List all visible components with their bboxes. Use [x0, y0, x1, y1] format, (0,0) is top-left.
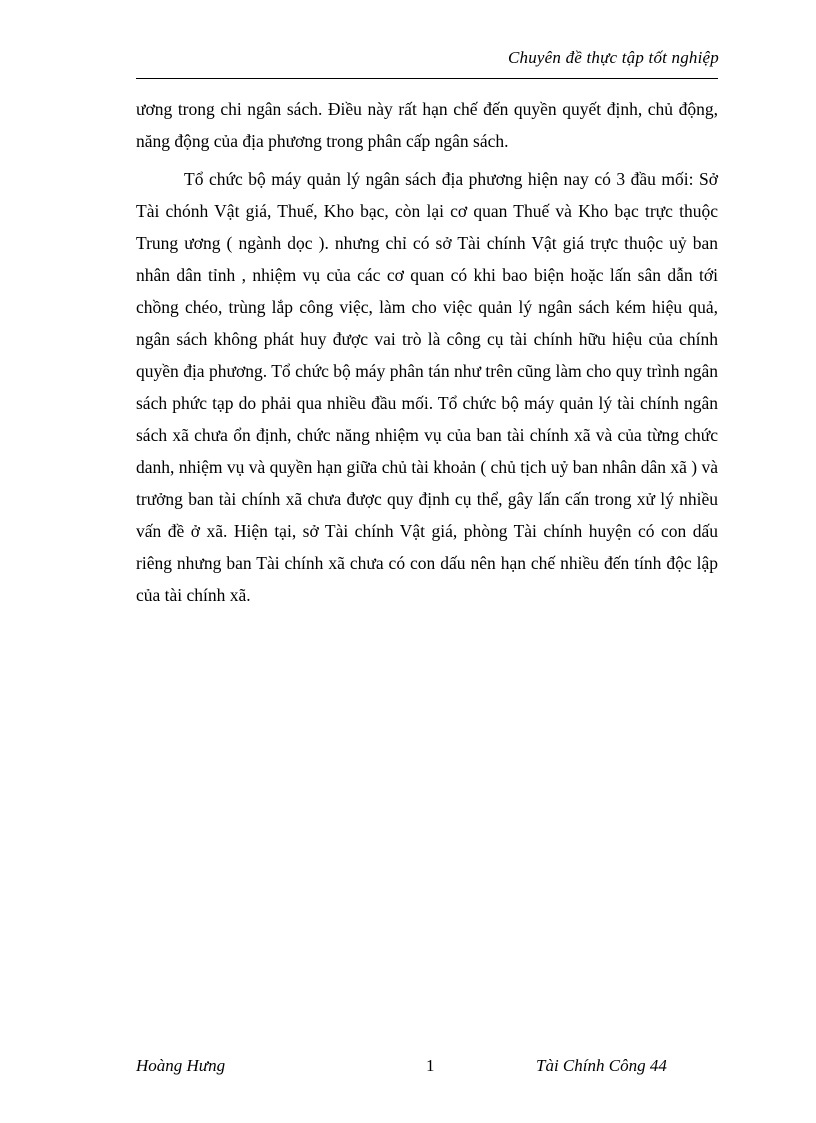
header-divider	[136, 78, 718, 79]
running-header-title: Chuyên đề thực tập tốt nghiệp	[507, 48, 719, 67]
footer-author: Hoàng Hưng	[136, 1056, 226, 1075]
paragraph-continuation: ương trong chi ngân sách. Điều này rất hạn chế đến quyền quyết định, chủ động, năng động của địa phương trong phân cấp ngân sách.	[136, 99, 718, 151]
document-body	[136, 93, 718, 611]
page-footer	[136, 1056, 718, 1078]
paragraph-organization: Tổ chức bộ máy quản lý ngân sách địa phương hiện nay có 3 đầu mối: Sở Tài chónh Vật giá, Thuế, Kho bạc, còn lại cơ quan Thuế và Kho bạc trực thuộc Trung ương ( ngành dọc ). nhưng chỉ có sở Tài chính Vật giá trực thuộc uỷ ban nhân dân tỉnh , nhiệm vụ của các cơ quan có khi bao biện hoặc lấn sân dẫn tới chồng chéo, trùng lắp công việc, làm cho việc quản lý ngân sách kém hiệu quả, ngân sách không phát huy được vai trò là công cụ tài chính hữu hiệu của chính quyền địa phương. Tổ chức bộ máy phân tán như trên cũng làm cho quy trình ngân sách phức tạp do phải qua nhiều đầu mối. Tổ chức bộ máy quản lý tài chính ngân sách xã chưa ổn định, chức năng nhiệm vụ của ban tài chính xã và của từng chức danh, nhiệm vụ và quyền hạn giữa chủ tài khoản ( chủ tịch uỷ ban nhân dân xã ) và trưởng ban tài chính xã chưa được quy định cụ thể, gây lấn cấn trong xử lý nhiều vấn đề ở xã. Hiện tại, sở Tài chính Vật giá, phòng Tài chính huyện có con dấu riêng nhưng ban Tài chính xã chưa có con dấu nên hạn chế nhiều đến tính độc lập của tài chính xã.	[136, 169, 718, 605]
footer-class-name: Tài Chính Công 44	[536, 1056, 667, 1075]
page-number: 1	[426, 1056, 435, 1075]
